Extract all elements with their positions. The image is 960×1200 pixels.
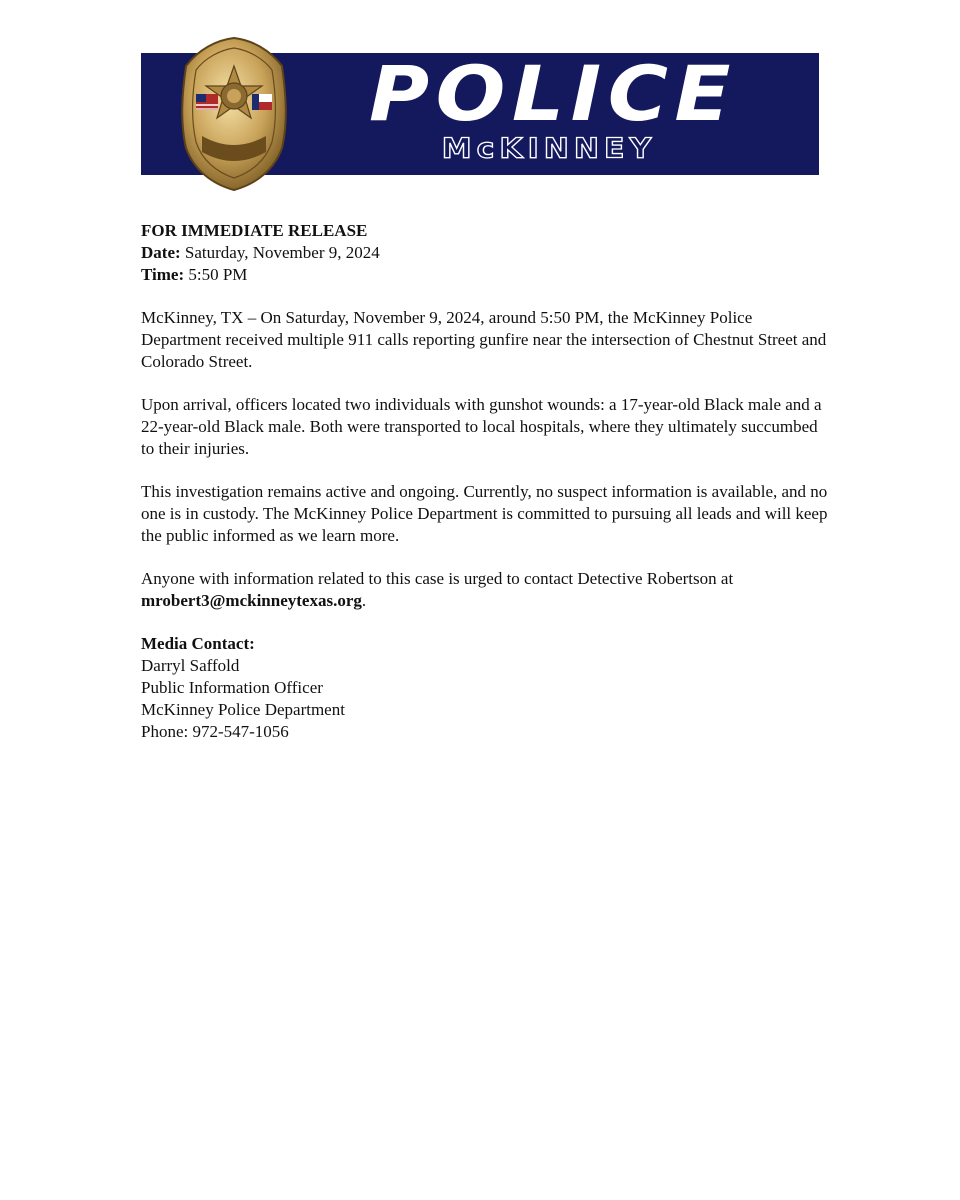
paragraph-victims: Upon arrival, officers located two individuals with gunshot wounds: a 17-year-old Black male and a 22-year-old Black male. Both were transported to local hospitals, where they ultimately succumbed to their injuries.: [141, 395, 822, 458]
banner-title: POLICE: [369, 49, 737, 138]
date-value: Saturday, November 9, 2024: [184, 243, 380, 262]
time-label: Time:: [141, 265, 185, 284]
date-label: Date:: [141, 243, 181, 262]
press-release-body: [141, 220, 831, 743]
media-contact-phone: Phone: 972-547-1056: [141, 722, 289, 741]
detective-email-link[interactable]: mrobert3@mckinneytexas.org: [141, 591, 362, 610]
contact-request-text: Anyone with information related to this case is urged to contact Detective Robertson at: [141, 569, 734, 588]
paragraph-incident: McKinney, TX – On Saturday, November 9, 2024, around 5:50 PM, the McKinney Police Department received multiple 911 calls reporting gunfire near the intersection of Chestnut Street and Colorado Street.: [141, 308, 827, 371]
paragraph-contact-request: [141, 568, 831, 612]
spacer: [141, 460, 831, 481]
spacer: [141, 612, 831, 633]
police-badge-icon: [178, 36, 290, 192]
media-contact-heading: Media Contact:: [141, 634, 255, 653]
release-time-line: [141, 264, 831, 286]
time-value: 5:50 PM: [188, 265, 248, 284]
release-date-line: [141, 242, 831, 264]
paragraph-investigation: This investigation remains active and ongoing. Currently, no suspect information is available, and no one is in custody. The McKinney Police Department is committed to pursuing all leads and will keep the public informed as we learn more.: [141, 482, 828, 545]
banner-city-name: McKINNEY: [441, 132, 657, 165]
contact-request-end: .: [361, 591, 367, 610]
media-contact-role: Public Information Officer: [141, 678, 323, 697]
release-heading: FOR IMMEDIATE RELEASE: [141, 221, 368, 240]
spacer: [141, 286, 831, 307]
media-contact-name: Darryl Saffold: [141, 656, 240, 675]
spacer: [141, 547, 831, 568]
media-contact-department: McKinney Police Department: [141, 700, 345, 719]
spacer: [141, 373, 831, 394]
